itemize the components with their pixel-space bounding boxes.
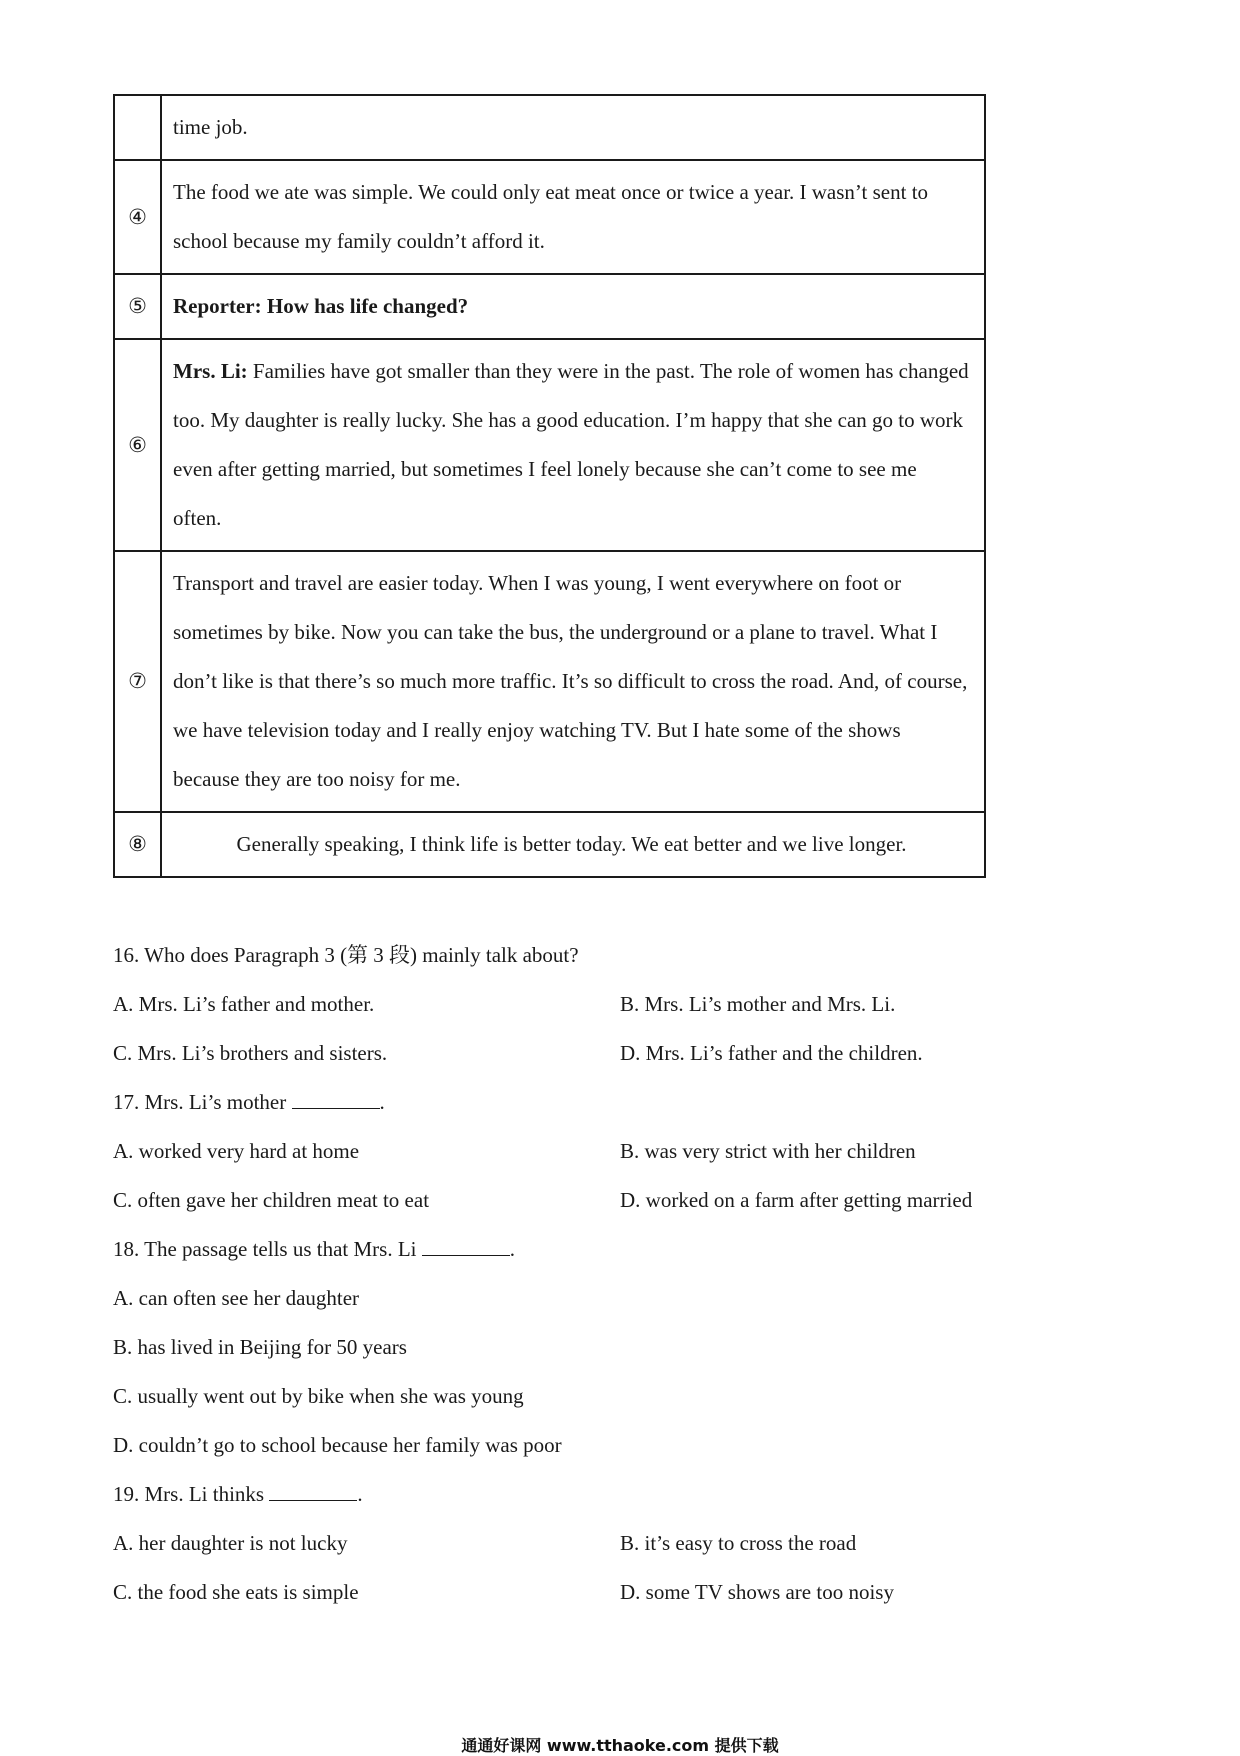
paragraph-number: ⑧ [114,812,161,877]
question-18-stem-end: . [509,1237,515,1261]
paragraph-number: ⑦ [114,551,161,812]
question-17-option-c[interactable]: C. often gave her children meat to eat [113,1188,430,1212]
question-19-option-a[interactable]: A. her daughter is not lucky [113,1531,348,1555]
paragraph-text: Reporter: How has life changed? [161,274,985,339]
paragraph-number: ④ [114,160,161,274]
question-17-stem [113,1088,385,1116]
paragraph-text: time job. [161,95,985,160]
paragraph-text: Generally speaking, I think life is better today. We eat better and we live longer. [161,812,985,877]
passage-table [113,94,986,878]
paragraph-number: ⑤ [114,274,161,339]
answer-blank [422,1235,510,1256]
table-row [114,160,985,274]
question-16-option-c[interactable]: C. Mrs. Li’s brothers and sisters. [113,1041,388,1065]
question-16-stem: 16. Who does Paragraph 3 (第 3 段) mainly talk about? [113,943,579,967]
question-19-stem [113,1480,363,1508]
question-18-stem-text: 18. The passage tells us that Mrs. Li [113,1237,422,1261]
question-17-option-a[interactable]: A. worked very hard at home [113,1139,360,1163]
question-19-option-d[interactable]: D. some TV shows are too noisy [620,1580,894,1604]
table-row [114,812,985,877]
paragraph-text: Transport and travel are easier today. When I was young, I went everywhere on foot or sometimes by bike. Now you can take the bus, the underground or a plane to travel. What I don’t like is that there’s so much more traffic. It’s so difficult to cross the road. And, of course, we have television today and I really enjoy watching TV. But I hate some of the shows because they are too noisy for me. [161,551,985,812]
question-19-option-c[interactable]: C. the food she eats is simple [113,1580,359,1604]
speaker-label: Mrs. Li: [173,359,248,383]
answer-blank [269,1480,357,1501]
question-18-option-d[interactable]: D. couldn’t go to school because her family was poor [113,1433,562,1457]
speaker-text: Families have got smaller than they were in the past. The role of women has changed too. My daughter is really lucky. She has a good education. I’m happy that she can go to work even after getting married, but sometimes I feel lonely because she can’t come to see me often. [173,359,969,530]
question-18-option-c[interactable]: C. usually went out by bike when she was young [113,1384,524,1408]
paragraph-text: The food we ate was simple. We could only eat meat once or twice a year. I wasn’t sent to school because my family couldn’t afford it. [161,160,985,274]
question-16-option-b[interactable]: B. Mrs. Li’s mother and Mrs. Li. [620,992,896,1016]
question-17-stem-text: 17. Mrs. Li’s mother [113,1090,292,1114]
paragraph-number [114,95,161,160]
table-row [114,551,985,812]
question-18-option-a[interactable]: A. can often see her daughter [113,1286,360,1310]
question-19-stem-text: 19. Mrs. Li thinks [113,1482,270,1506]
answer-blank [292,1088,380,1109]
table-row [114,339,985,551]
question-18-option-b[interactable]: B. has lived in Beijing for 50 years [113,1335,407,1359]
question-16-option-d[interactable]: D. Mrs. Li’s father and the children. [620,1041,923,1065]
question-19-option-b[interactable]: B. it’s easy to cross the road [620,1531,857,1555]
paragraph-text [161,339,985,551]
question-16-option-a[interactable]: A. Mrs. Li’s father and mother. [113,992,375,1016]
table-row [114,274,985,339]
page-footer: 通通好课网 www.tthaoke.com 提供下载 [461,1736,779,1755]
question-18-stem [113,1235,515,1263]
question-17-option-d[interactable]: D. worked on a farm after getting married [620,1188,973,1212]
question-19-stem-end: . [357,1482,363,1506]
question-17-option-b[interactable]: B. was very strict with her children [620,1139,916,1163]
question-17-stem-end: . [379,1090,385,1114]
paragraph-number: ⑥ [114,339,161,551]
table-row [114,95,985,160]
